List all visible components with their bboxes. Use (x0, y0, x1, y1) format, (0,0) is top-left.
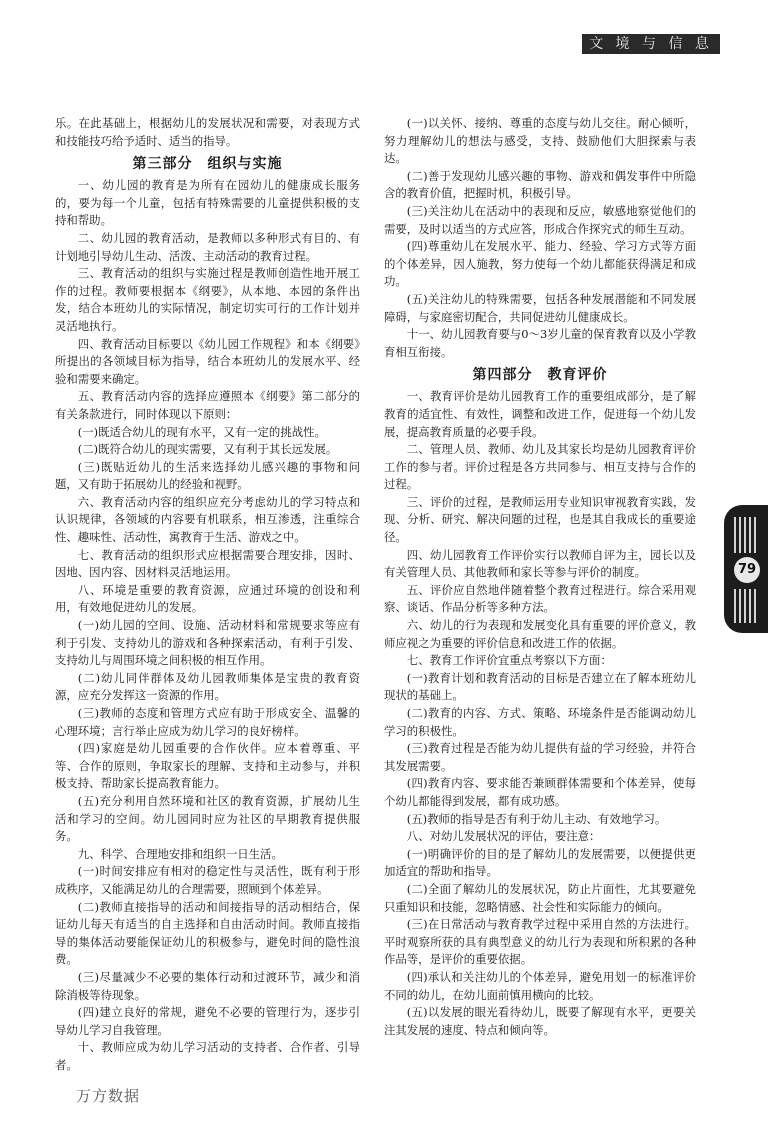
paragraph: (三)在日常活动与教育教学过程中采用自然的方法进行。平时观察所获的具有典型意义的幼儿行为表现和所积累的各种作品等，是评价的重要依据。 (384, 917, 696, 967)
paragraph: 四、幼儿园教育工作评价实行以教师自评为主，园长以及有关管理人员、其他教师和家长等参与评价的制度。 (384, 547, 696, 580)
paragraph: 二、幼儿园的教育活动，是教师以多种形式有目的、有计划地引导幼儿生动、活泼、主动活动的教育过程。 (55, 230, 360, 263)
paragraph: (四)建立良好的常规，避免不必要的管理行为，逐步引导幼儿学习自我管理。 (55, 1005, 360, 1037)
paragraph: (一)教育计划和教育活动的目标是否建立在了解本班幼儿现状的基础上。 (384, 670, 696, 703)
paragraph: 七、教育工作评价宜重点考察以下方面： (406, 653, 612, 668)
decorative-stripes (734, 589, 758, 623)
paragraph: (三)关注幼儿在活动中的表现和反应，敏感地察觉他们的需要，及时以适当的方式应答，形成合作探究式的师生互动。 (384, 203, 696, 236)
paragraph: 三、教育活动的组织与实施过程是教师创造性地开展工作的过程。教师要根据本《纲要》，从本地、本园的条件出发，结合本班幼儿的实际情况，制定切实可行的工作计划并灵活地执行。 (55, 266, 360, 333)
paragraph: 五、评价应自然地伴随着整个教育过程进行。综合采用观察、谈话、作品分析等多种方法。 (384, 582, 696, 615)
paragraph: 四、教育活动目标要以《幼儿园工作规程》和本《纲要》所提出的各领域目标为指导，结合本班幼儿的发展水平、经验和需要来确定。 (55, 336, 360, 386)
paragraph: (五)充分利用自然环境和社区的教育资源，扩展幼儿生活和学习的空间。幼儿园同时应为社区的早期教育提供服务。 (55, 793, 360, 844)
paragraph: (二)幼儿同伴群体及幼儿园教师集体是宝贵的教育资源，应充分发挥这一资源的作用。 (55, 670, 360, 703)
paragraph: 七、教育活动的组织形式应根据需要合理安排，因时、因地、因内容、因材料灵活地运用。 (55, 547, 360, 580)
paragraph: (三)教育过程是否能为幼儿提供有益的学习经验，并符合其发展需要。 (384, 741, 696, 773)
paragraph: (二)教师直接指导的活动和间接指导的活动相结合，保证幼儿每天有适当的自主选择和自由活动时间。教师直接指导的集体活动要能保证幼儿的积极参与，避免时间的隐性浪费。 (55, 899, 360, 967)
paragraph: (二)善于发现幼儿感兴趣的事物、游戏和偶发事件中所隐含的教育价值，把握时机，积极引导。 (384, 168, 696, 201)
decorative-stripes (734, 517, 758, 553)
paragraph: (一)明确评价的目的是了解幼儿的发展需要，以便提供更加适宜的帮助和指导。 (384, 846, 696, 879)
paragraph: 二、管理人员、教师、幼儿及其家长均是幼儿园教育评价工作的参与者。评价过程是各方共同参与、相互支持与合作的过程。 (384, 442, 696, 492)
paragraph: 十、教师应成为幼儿学习活动的支持者、合作者、引导者。 (55, 1040, 360, 1072)
paragraph: (二)全面了解幼儿的发展状况，防止片面性，尤其要避免只重知识和技能，忽略情感、社会性和实际能力的倾向。 (384, 881, 696, 914)
paragraph: 六、幼儿的行为表现和发展变化具有重要的评价意义，教师应视之为重要的评价信息和改进工作的依据。 (384, 618, 696, 650)
paragraph: (四)家庭是幼儿园重要的合作伙伴。应本着尊重、平等、合作的原则，争取家长的理解、支持和主动参与，并积极支持、帮助家长提高教育能力。 (55, 741, 360, 791)
paragraph: (一)幼儿园的空间、设施、活动材料和常规要求等应有利于引发、支持幼儿的游戏和各种探索活动，有利于引发、支持幼儿与周围环境之间积极的相互作用。 (55, 618, 360, 668)
paragraph: (二)既符合幼儿的现实需要，又有利于其长远发展。 (77, 442, 338, 457)
paragraph: (五)关注幼儿的特殊需要，包括各种发展潜能和不同发展障碍，与家庭密切配合，共同促进幼儿健康成长。 (384, 291, 696, 324)
paragraph: (三)尽量减少不必要的集体行动和过渡环节，减少和消除消极等待现象。 (55, 969, 360, 1002)
paragraph: (四)教育内容、要求能否兼顾群体需要和个体差异，使每个幼儿都能得到发展，都有成功感。 (384, 776, 696, 808)
paragraph: 六、教育活动内容的组织应充分考虑幼儿的学习特点和认识规律，各领域的内容要有机联系，相互渗透，注重综合性、趣味性、活动性，寓教育于生活、游戏之中。 (55, 494, 360, 545)
right-text-column (384, 115, 696, 1039)
paragraph: (一)既适合幼儿的现有水平，又有一定的挑战性。 (77, 424, 326, 439)
paragraph: 五、教育活动内容的选择应遵照本《纲要》第二部分的有关条款进行，同时体现以下原则： (55, 389, 360, 421)
paragraph: (四)尊重幼儿在发展水平、能力、经验、学习方式等方面的个体差异，因人施教，努力使每一个幼儿都能获得满足和成功。 (384, 239, 696, 289)
section-heading: 第四部分 教育评价 (472, 367, 608, 384)
paragraph: (五)以发展的眼光看待幼儿，既要了解现有水平，更要关注其发展的速度、特点和倾向等。 (384, 1005, 696, 1037)
left-text-column (55, 115, 360, 1074)
paragraph: 一、教育评价是幼儿园教育工作的重要组成部分，是了解教育的适宜性、有效性，调整和改进工作，促进每一个幼儿发展，提高教育质量的必要手段。 (384, 389, 696, 439)
paragraph: (一)时间安排应有相对的稳定性与灵活性，既有利于形成秩序，又能满足幼儿的合理需要，照顾到个体差异。 (55, 864, 360, 896)
paragraph: 九、科学、合理地安排和组织一日生活。 (77, 846, 283, 861)
section-badge: 文 境 与 信 息 (582, 34, 720, 54)
paragraph: (三)教师的态度和管理方式应有助于形成安全、温馨的心理环境；言行举止应成为幼儿学习的良好榜样。 (55, 706, 360, 738)
paragraph: (四)承认和关注幼儿的个体差异，避免用划一的标准评价不同的幼儿，在幼儿面前慎用横向的比较。 (384, 969, 696, 1002)
paragraph: 八、环境是重要的教育资源，应通过环境的创设和利用，有效地促进幼儿的发展。 (55, 582, 360, 615)
page-side-tab (724, 505, 768, 633)
paragraph: 八、对幼儿发展状况的评估，要注意： (406, 829, 601, 844)
paragraph: (二)教育的内容、方式、策略、环境条件是否能调动幼儿学习的积极性。 (384, 706, 696, 738)
paragraph: 十一、幼儿园教育要与0～3岁儿童的保育教育以及小学教育相互衔接。 (384, 327, 696, 359)
section-heading: 第三部分 组织与实施 (132, 156, 283, 173)
page-number: 79 (734, 557, 760, 583)
paragraph: 乐。在此基础上，根据幼儿的发展状况和需要，对表现方式和技能技巧给予适时、适当的指导。 (55, 116, 360, 148)
paragraph: 一、幼儿园的教育是为所有在园幼儿的健康成长服务的，要为每一个儿童，包括有特殊需要的儿童提供积极的支持和帮助。 (55, 178, 360, 228)
paragraph: (三)既贴近幼儿的生活来选择幼儿感兴趣的事物和问题，又有助于拓展幼儿的经验和视野。 (55, 459, 360, 492)
paragraph: (一)以关怀、接纳、尊重的态度与幼儿交往。耐心倾听，努力理解幼儿的想法与感受，支持、鼓励他们大胆探索与表达。 (384, 116, 696, 166)
paragraph: (五)教师的指导是否有利于幼儿主动、有效地学习。 (406, 811, 667, 826)
footer-watermark: 万方数据 (76, 1087, 141, 1105)
paragraph: 三、评价的过程，是教师运用专业知识审视教育实践，发现、分析、研究、解决问题的过程，也是其自我成长的重要途径。 (384, 494, 696, 545)
